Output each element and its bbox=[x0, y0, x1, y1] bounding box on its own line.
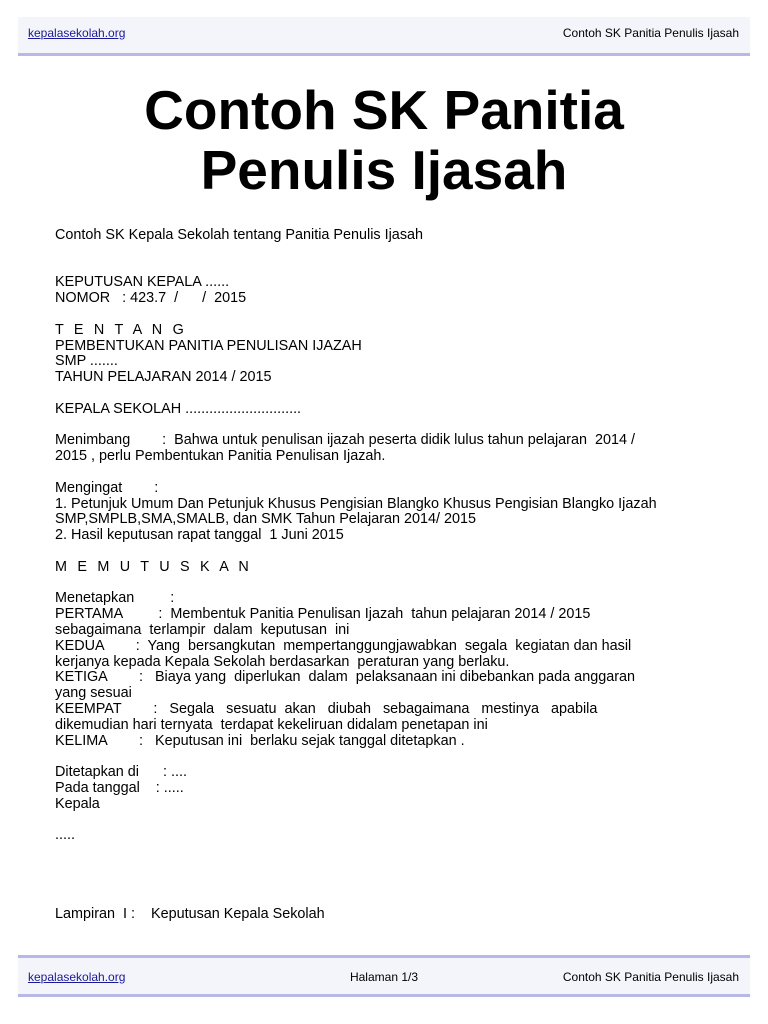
document-line: ..... bbox=[55, 827, 75, 844]
document-body bbox=[55, 228, 715, 923]
footer-title: Contoh SK Panitia Penulis Ijasah bbox=[562, 970, 739, 984]
document-line: SMP,SMPLB,SMA,SMALB, dan SMK Tahun Pelajaran 2014/ 2015 bbox=[55, 511, 477, 528]
document-line: KETIGA : Biaya yang diperlukan dalam pelaksanaan ini dibebankan pada anggaran bbox=[55, 669, 636, 686]
blank-line bbox=[55, 576, 715, 592]
document-line: 2. Hasil keputusan rapat tanggal 1 Juni 2015 bbox=[55, 527, 344, 544]
document-line: Pada tanggal : ..... bbox=[55, 779, 184, 796]
document-line: sebagaimana terlampir dalam keputusan ini bbox=[55, 621, 350, 638]
document-title-line-1: Contoh SK Panitia bbox=[144, 79, 624, 141]
page-header bbox=[18, 17, 750, 56]
document-line: 2015 , perlu Pembentukan Panitia Penulisan Ijazah. bbox=[55, 448, 386, 465]
document-line: KELIMA : Keputusan ini berlaku sejak tanggal ditetapkan . bbox=[55, 732, 465, 749]
blank-line bbox=[55, 307, 715, 323]
document-line: Menimbang : Bahwa untuk penulisan ijazah peserta didik lulus tahun pelajaran 2014 / bbox=[55, 432, 635, 449]
document-line: kerjanya kepada Kepala Sekolah berdasarkan peraturan yang berlaku. bbox=[55, 653, 510, 670]
blank-line bbox=[55, 386, 715, 402]
blank-line bbox=[55, 749, 715, 765]
blank-line bbox=[55, 260, 715, 276]
blank-line bbox=[55, 891, 715, 907]
document-line: KEPALA SEKOLAH ............................. bbox=[55, 400, 302, 417]
document-line: Kepala bbox=[55, 795, 100, 812]
document-line: Mengingat : bbox=[55, 479, 159, 496]
document-line: Menetapkan : bbox=[55, 590, 175, 607]
document-line: KEPUTUSAN KEPALA ...... bbox=[55, 274, 230, 291]
blank-line bbox=[55, 544, 715, 560]
document-line: KEEMPAT : Segala sesuatu akan diubah sebagaimana mestinya apabila bbox=[55, 700, 598, 717]
blank-line bbox=[55, 844, 715, 860]
document-line: Lampiran I : Keputusan Kepala Sekolah bbox=[55, 906, 325, 923]
blank-line bbox=[55, 465, 715, 481]
document-line: PERTAMA : Membentuk Panitia Penulisan Ijazah tahun pelajaran 2014 / 2015 bbox=[55, 606, 591, 623]
document-line: Contoh SK Kepala Sekolah tentang Panitia Penulis Ijasah bbox=[55, 227, 424, 243]
footer-site-link[interactable]: kepalasekolah.org bbox=[28, 970, 126, 984]
header-title: Contoh SK Panitia Penulis Ijasah bbox=[562, 26, 739, 40]
blank-line bbox=[55, 418, 715, 434]
blank-line bbox=[55, 244, 715, 260]
document-line: SMP ....... bbox=[55, 353, 118, 370]
document-line: dikemudian hari ternyata terdapat kekeliruan didalam penetapan ini bbox=[55, 716, 488, 733]
blank-line bbox=[55, 876, 715, 892]
blank-line bbox=[55, 812, 715, 828]
document-line: M E M U T U S K A N bbox=[55, 558, 253, 575]
document-line: NOMOR : 423.7 / / 2015 bbox=[55, 290, 247, 307]
document-line: T E N T A N G bbox=[55, 321, 187, 338]
page-footer bbox=[18, 955, 750, 997]
document-title-line-2: Penulis Ijasah bbox=[200, 139, 568, 201]
document-line: KEDUA : Yang bersangkutan mempertanggungjawabkan segala kegiatan dan hasil bbox=[55, 637, 632, 654]
blank-line bbox=[55, 860, 715, 876]
page-number: Halaman 1/3 bbox=[349, 970, 419, 984]
document-line: TAHUN PELAJARAN 2014 / 2015 bbox=[55, 369, 272, 386]
document-line: Ditetapkan di : .... bbox=[55, 764, 187, 781]
document-line: yang sesuai bbox=[55, 685, 132, 702]
header-site-link[interactable]: kepalasekolah.org bbox=[28, 26, 126, 40]
document-title bbox=[0, 80, 768, 200]
document-line: PEMBENTUKAN PANITIA PENULISAN IJAZAH bbox=[55, 337, 362, 354]
document-line: 1. Petunjuk Umum Dan Petunjuk Khusus Pengisian Blangko Khusus Pengisian Blangko Ijazah bbox=[55, 495, 657, 512]
